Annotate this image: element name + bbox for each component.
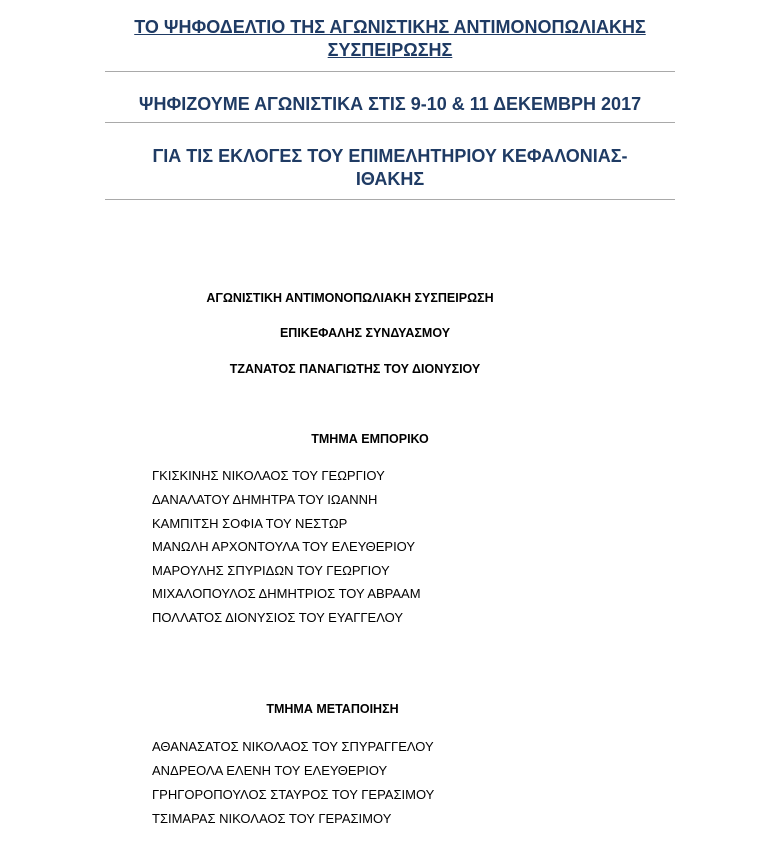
candidate-name: ΑΝΔΡΕΟΛΑ ΕΛΕΝΗ ΤΟΥ ΕΛΕΥΘΕΡΙΟΥ bbox=[152, 763, 388, 778]
title-line-1: ΤΟ ΨΗΦΟΔΕΛΤΙΟ ΤΗΣ ΑΓΩΝΙΣΤΙΚΗΣ ΑΝΤΙΜΟΝΟΠΩΛΙΑΚΗΣ bbox=[134, 17, 646, 37]
vote-dates-line: ΨΗΦΙΖΟΥΜΕ ΑΓΩΝΙΣΤΙΚΑ ΣΤΙΣ 9-10 & 11 ΔΕΚΕΜΒΡΗ 2017 bbox=[138, 94, 642, 114]
election-line-2: ΙΘΑΚΗΣ bbox=[355, 169, 425, 189]
candidate-name: ΜΙΧΑΛΟΠΟΥΛΟΣ ΔΗΜΗΤΡΙΟΣ ΤΟΥ ΑΒΡΑΑΜ bbox=[152, 586, 421, 601]
election-heading bbox=[105, 145, 675, 191]
divider bbox=[105, 199, 675, 200]
document-title bbox=[105, 16, 675, 62]
candidate-name: ΜΑΝΩΛΗ ΑΡΧΟΝΤΟΥΛΑ ΤΟΥ ΕΛΕΥΘΕΡΙΟΥ bbox=[152, 539, 416, 554]
candidate-name: ΓΡΗΓΟΡΟΠΟΥΛΟΣ ΣΤΑΥΡΟΣ ΤΟΥ ΓΕΡΑΣΙΜΟΥ bbox=[152, 787, 435, 802]
section-title-manufacturing: ΤΜΗΜΑ ΜΕΤΑΠΟΙΗΣΗ bbox=[266, 702, 399, 716]
divider bbox=[105, 122, 675, 123]
candidate-name: ΠΟΛΛΑΤΟΣ ΔΙΟΝΥΣΙΟΣ ΤΟΥ ΕΥΑΓΓΕΛΟΥ bbox=[152, 610, 403, 625]
head-of-list-label: ΕΠΙΚΕΦΑΛΗΣ ΣΥΝΔΥΑΣΜΟΥ bbox=[279, 326, 451, 340]
divider bbox=[105, 71, 675, 72]
head-of-list-name: ΤΖΑΝΑΤΟΣ ΠΑΝΑΓΙΩΤΗΣ ΤΟΥ ΔΙΟΝΥΣΙΟΥ bbox=[229, 362, 481, 376]
election-line-1: ΓΙΑ ΤΙΣ ΕΚΛΟΓΕΣ ΤΟΥ ΕΠΙΜΕΛΗΤΗΡΙΟΥ ΚΕΦΑΛΟΝΙΑΣ- bbox=[152, 146, 628, 166]
candidate-name: ΤΣΙΜΑΡΑΣ ΝΙΚΟΛΑΟΣ ΤΟΥ ΓΕΡΑΣΙΜΟΥ bbox=[152, 811, 392, 826]
candidate-name: ΑΘΑΝΑΣΑΤΟΣ ΝΙΚΟΛΑΟΣ ΤΟΥ ΣΠΥΡΑΓΓΕΛΟΥ bbox=[152, 739, 434, 754]
candidate-name: ΓΚΙΣΚΙΝΗΣ ΝΙΚΟΛΑΟΣ ΤΟΥ ΓΕΩΡΓΙΟΥ bbox=[152, 468, 385, 483]
organization-name: ΑΓΩΝΙΣΤΙΚΗ ΑΝΤΙΜΟΝΟΠΩΛΙΑΚΗ ΣΥΣΠΕΙΡΩΣΗ bbox=[206, 291, 494, 305]
candidate-name: ΚΑΜΠΙΤΣΗ ΣΟΦΙΑ ΤΟΥ ΝΕΣΤΩΡ bbox=[152, 516, 348, 531]
vote-dates-heading bbox=[105, 93, 675, 116]
candidate-name: ΔΑΝΑΛΑΤΟΥ ΔΗΜΗΤΡΑ ΤΟΥ ΙΩΑΝΝΗ bbox=[152, 492, 378, 507]
title-line-2: ΣΥΣΠΕΙΡΩΣΗΣ bbox=[327, 40, 453, 60]
section-title-commerce: ΤΜΗΜΑ ΕΜΠΟΡΙΚΟ bbox=[311, 432, 429, 446]
candidate-name: ΜΑΡΟΥΛΗΣ ΣΠΥΡΙΔΩΝ ΤΟΥ ΓΕΩΡΓΙΟΥ bbox=[152, 563, 390, 578]
